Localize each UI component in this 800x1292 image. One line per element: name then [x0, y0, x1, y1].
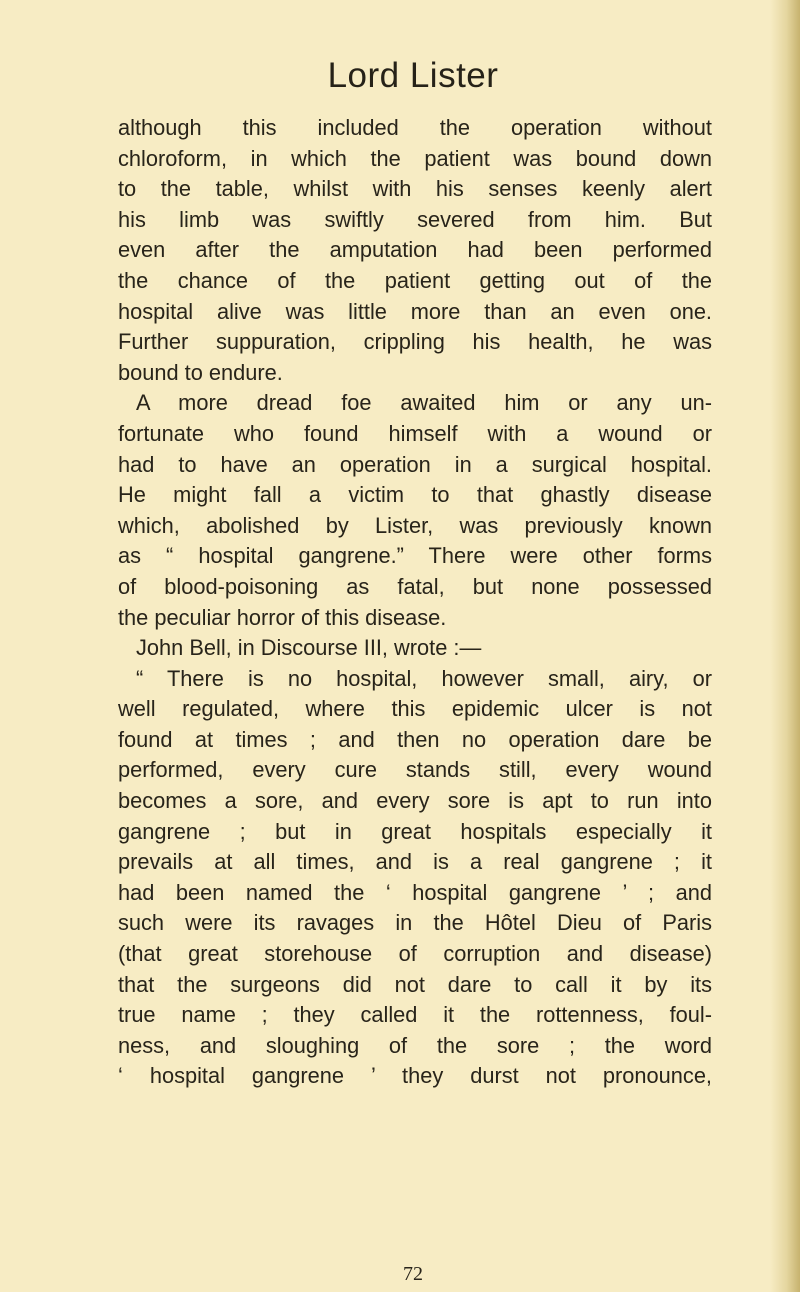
text-line: bound to endure.	[118, 359, 283, 385]
text-line: A more dread foe awaited him or any un-	[136, 390, 712, 416]
running-head: Lord Lister	[327, 56, 499, 95]
text-line: hospital alive was little more than an even one.	[118, 298, 712, 324]
text-line: gangrene ; but in great hospitals especially it	[118, 818, 712, 844]
text-line: found at times ; and then no operation dare be	[118, 726, 712, 752]
text-line: well regulated, where this epidemic ulcer is not	[118, 696, 712, 722]
text-line: his limb was swiftly severed from him. But	[118, 206, 712, 232]
text-line: chloroform, in which the patient was bound down	[118, 145, 712, 171]
text-line: fortunate who found himself with a wound or	[118, 420, 712, 446]
text-line: Further suppuration, crippling his health, he was	[118, 329, 712, 355]
text-line: true name ; they called it the rottenness, foul-	[118, 1002, 712, 1028]
text-line: ‘ hospital gangrene ’ they durst not pronounce,	[118, 1063, 712, 1089]
body-text	[118, 113, 712, 1092]
text-line: such were its ravages in the Hôtel Dieu of Paris	[118, 910, 712, 936]
text-line: becomes a sore, and every sore is apt to run into	[118, 788, 712, 814]
text-line: had been named the ‘ hospital gangrene ’ ; and	[118, 879, 712, 905]
text-line: even after the amputation had been performed	[118, 237, 712, 263]
text-line: which, abolished by Lister, was previously known	[118, 512, 712, 538]
text-line: He might fall a victim to that ghastly disease	[118, 482, 712, 508]
text-line: (that great storehouse of corruption and disease)	[118, 941, 712, 967]
page-number: 72	[403, 1263, 423, 1285]
text-line: “ There is no hospital, however small, airy, or	[136, 665, 712, 691]
text-line: that the surgeons did not dare to call it by its	[118, 971, 712, 997]
page-edge-shadow	[770, 0, 800, 1292]
text-line: ness, and sloughing of the sore ; the word	[118, 1032, 712, 1058]
text-line: performed, every cure stands still, every wound	[118, 757, 712, 783]
text-line: of blood-poisoning as fatal, but none possessed	[118, 573, 712, 599]
text-line: the peculiar horror of this disease.	[118, 604, 447, 630]
text-line: prevails at all times, and is a real gangrene ; it	[118, 849, 712, 875]
text-line: to the table, whilst with his senses keenly alert	[118, 176, 712, 202]
text-line: the chance of the patient getting out of the	[118, 267, 712, 293]
text-line: had to have an operation in a surgical hospital.	[118, 451, 712, 477]
text-line: as “ hospital gangrene.” There were other forms	[118, 543, 712, 569]
text-line: John Bell, in Discourse III, wrote :—	[136, 635, 482, 661]
text-line: although this included the operation without	[118, 115, 712, 140]
